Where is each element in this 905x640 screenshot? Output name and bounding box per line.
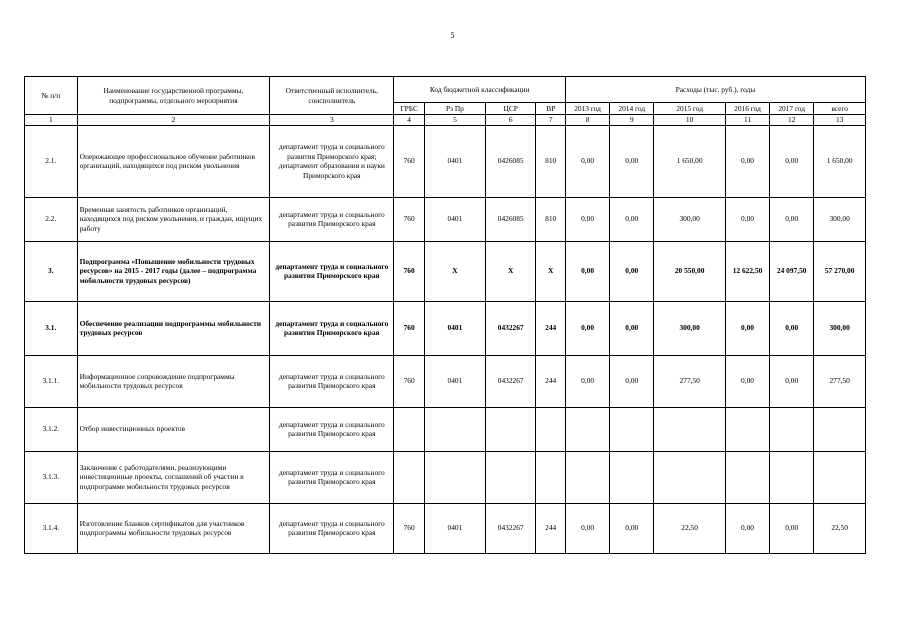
cell-y2016: 0,00 bbox=[725, 503, 769, 553]
cell-csr: Х bbox=[485, 241, 536, 301]
col-num-10: 10 bbox=[654, 115, 726, 126]
cell-y2014: 0,00 bbox=[610, 503, 654, 553]
col-num-11: 11 bbox=[725, 115, 769, 126]
cell-grbs: 760 bbox=[394, 241, 425, 301]
table-row bbox=[25, 301, 866, 355]
header-2014: 2014 год bbox=[610, 103, 654, 115]
cell-vr: 810 bbox=[536, 125, 566, 197]
header-csr: ЦСР bbox=[485, 103, 536, 115]
header-grbs: ГРБС bbox=[394, 103, 425, 115]
cell-num: 3.1.2. bbox=[25, 407, 78, 451]
cell-y2014: 0,00 bbox=[610, 355, 654, 407]
col-num-7: 7 bbox=[536, 115, 566, 126]
col-num-9: 9 bbox=[610, 115, 654, 126]
cell-grbs bbox=[394, 407, 425, 451]
cell-vr: 810 bbox=[536, 197, 566, 241]
cell-grbs: 760 bbox=[394, 125, 425, 197]
cell-grbs: 760 bbox=[394, 301, 425, 355]
cell-vr bbox=[536, 407, 566, 451]
header-2016: 2016 год bbox=[725, 103, 769, 115]
cell-y2014: 0,00 bbox=[610, 125, 654, 197]
header-vr: ВР bbox=[536, 103, 566, 115]
cell-num: 3.1.3. bbox=[25, 451, 78, 503]
header-rzpr: Рз Пр bbox=[424, 103, 485, 115]
table-row bbox=[25, 503, 866, 553]
cell-rzpr: 0401 bbox=[424, 197, 485, 241]
header-2017: 2017 год bbox=[770, 103, 814, 115]
header-row-top bbox=[25, 77, 866, 103]
cell-responsible: департамент труда и социального развития Приморского края bbox=[270, 407, 394, 451]
cell-name: Временная занятость работников организаций, находящихся под риском увольнения, и граждан, ищущих работу bbox=[77, 197, 270, 241]
cell-responsible: департамент труда и социального развития Приморского края bbox=[270, 241, 394, 301]
cell-vr: 244 bbox=[536, 355, 566, 407]
cell-y2013 bbox=[565, 407, 609, 451]
cell-y2017: 0,00 bbox=[770, 125, 814, 197]
table-row bbox=[25, 125, 866, 197]
cell-y2015: 300,00 bbox=[654, 197, 726, 241]
cell-responsible: департамент труда и социального развития Приморского края; департамент образования и науки Приморского края bbox=[270, 125, 394, 197]
cell-y2017: 0,00 bbox=[770, 355, 814, 407]
cell-y2013: 0,00 bbox=[565, 125, 609, 197]
cell-vr: 244 bbox=[536, 301, 566, 355]
col-num-8: 8 bbox=[565, 115, 609, 126]
cell-responsible: департамент труда и социального развития Приморского края bbox=[270, 355, 394, 407]
cell-name: Подпрограмма «Повышение мобильности трудовых ресурсов» на 2015 - 2017 годы (далее – подпрограмма мобильности трудовых ресурсов) bbox=[77, 241, 270, 301]
cell-num: 3. bbox=[25, 241, 78, 301]
column-number-row bbox=[25, 115, 866, 126]
table-row bbox=[25, 451, 866, 503]
cell-name: Опережающее профессиональное обучение работников организаций, находящихся под риском увольнения bbox=[77, 125, 270, 197]
cell-y2017: 0,00 bbox=[770, 197, 814, 241]
cell-name: Изготовление бланков сертификатов для участников подпрограммы мобильности трудовых ресурсов bbox=[77, 503, 270, 553]
cell-y2014 bbox=[610, 451, 654, 503]
cell-y2016 bbox=[725, 451, 769, 503]
cell-grbs: 760 bbox=[394, 503, 425, 553]
cell-grbs bbox=[394, 451, 425, 503]
cell-y2013: 0,00 bbox=[565, 503, 609, 553]
cell-num: 3.1. bbox=[25, 301, 78, 355]
cell-responsible: департамент труда и социального развития Приморского края bbox=[270, 451, 394, 503]
cell-y2014: 0,00 bbox=[610, 197, 654, 241]
cell-name: Заключение с работодателями, реализующими инвестиционные проекты, соглашений об участии в подпрограмме мобильности трудовых ресурсов bbox=[77, 451, 270, 503]
header-num: № п/п bbox=[25, 77, 78, 115]
cell-csr: 0432267 bbox=[485, 355, 536, 407]
col-num-12: 12 bbox=[770, 115, 814, 126]
cell-y2013: 0,00 bbox=[565, 197, 609, 241]
table-row bbox=[25, 197, 866, 241]
cell-num: 2.1. bbox=[25, 125, 78, 197]
cell-csr: 0432267 bbox=[485, 301, 536, 355]
cell-total: 22,50 bbox=[814, 503, 866, 553]
page-number: 5 bbox=[450, 31, 455, 40]
cell-vr: 244 bbox=[536, 503, 566, 553]
cell-rzpr bbox=[424, 451, 485, 503]
cell-total bbox=[814, 407, 866, 451]
cell-y2015: 277,50 bbox=[654, 355, 726, 407]
cell-y2015: 300,00 bbox=[654, 301, 726, 355]
cell-grbs: 760 bbox=[394, 355, 425, 407]
cell-y2016: 0,00 bbox=[725, 197, 769, 241]
cell-csr: 0426085 bbox=[485, 197, 536, 241]
cell-y2016: 0,00 bbox=[725, 355, 769, 407]
header-responsible: Ответственный исполнитель, соисполнитель bbox=[270, 77, 394, 115]
cell-csr bbox=[485, 451, 536, 503]
cell-rzpr: 0401 bbox=[424, 301, 485, 355]
cell-responsible: департамент труда и социального развития Приморского края bbox=[270, 301, 394, 355]
budget-table bbox=[24, 76, 866, 554]
cell-responsible: департамент труда и социального развития Приморского края bbox=[270, 197, 394, 241]
header-expenses: Расходы (тыс. руб.), годы bbox=[565, 77, 865, 103]
cell-rzpr: 0401 bbox=[424, 503, 485, 553]
header-total: всего bbox=[814, 103, 866, 115]
cell-rzpr: 0401 bbox=[424, 125, 485, 197]
cell-y2017 bbox=[770, 407, 814, 451]
cell-grbs: 760 bbox=[394, 197, 425, 241]
col-num-1: 1 bbox=[25, 115, 78, 126]
cell-y2014: 0,00 bbox=[610, 301, 654, 355]
cell-total: 277,50 bbox=[814, 355, 866, 407]
cell-total bbox=[814, 451, 866, 503]
cell-y2015 bbox=[654, 451, 726, 503]
cell-total: 300,00 bbox=[814, 197, 866, 241]
header-2013: 2013 год bbox=[565, 103, 609, 115]
col-num-3: 3 bbox=[270, 115, 394, 126]
cell-y2013: 0,00 bbox=[565, 301, 609, 355]
col-num-13: 13 bbox=[814, 115, 866, 126]
cell-csr: 0426085 bbox=[485, 125, 536, 197]
cell-y2014 bbox=[610, 407, 654, 451]
cell-total: 1 650,00 bbox=[814, 125, 866, 197]
cell-y2017: 0,00 bbox=[770, 301, 814, 355]
table-row bbox=[25, 407, 866, 451]
cell-y2015: 20 550,00 bbox=[654, 241, 726, 301]
cell-y2017: 0,00 bbox=[770, 503, 814, 553]
cell-y2013: 0,00 bbox=[565, 241, 609, 301]
cell-y2016: 12 622,50 bbox=[725, 241, 769, 301]
cell-y2016: 0,00 bbox=[725, 125, 769, 197]
header-2015: 2015 год bbox=[654, 103, 726, 115]
cell-responsible: департамент труда и социального развития Приморского края bbox=[270, 503, 394, 553]
cell-y2016 bbox=[725, 407, 769, 451]
cell-y2015: 1 650,00 bbox=[654, 125, 726, 197]
header-name: Наименование государственной программы, подпрограммы, отдельного мероприятия bbox=[77, 77, 270, 115]
cell-y2017 bbox=[770, 451, 814, 503]
cell-csr bbox=[485, 407, 536, 451]
cell-csr: 0432267 bbox=[485, 503, 536, 553]
col-num-5: 5 bbox=[424, 115, 485, 126]
cell-y2013 bbox=[565, 451, 609, 503]
cell-y2016: 0,00 bbox=[725, 301, 769, 355]
cell-total: 57 270,00 bbox=[814, 241, 866, 301]
cell-y2014: 0,00 bbox=[610, 241, 654, 301]
cell-rzpr: Х bbox=[424, 241, 485, 301]
cell-y2017: 24 097,50 bbox=[770, 241, 814, 301]
cell-num: 2.2. bbox=[25, 197, 78, 241]
cell-y2015: 22,50 bbox=[654, 503, 726, 553]
cell-name: Отбор инвестиционных проектов bbox=[77, 407, 270, 451]
cell-rzpr bbox=[424, 407, 485, 451]
col-num-4: 4 bbox=[394, 115, 425, 126]
cell-name: Обеспечение реализации подпрограммы мобильности трудовых ресурсов bbox=[77, 301, 270, 355]
cell-vr bbox=[536, 451, 566, 503]
table-row bbox=[25, 355, 866, 407]
col-num-2: 2 bbox=[77, 115, 270, 126]
cell-rzpr: 0401 bbox=[424, 355, 485, 407]
cell-vr: Х bbox=[536, 241, 566, 301]
cell-y2013: 0,00 bbox=[565, 355, 609, 407]
table-row bbox=[25, 241, 866, 301]
cell-num: 3.1.4. bbox=[25, 503, 78, 553]
cell-y2015 bbox=[654, 407, 726, 451]
header-budget-code: Код бюджетной классификации bbox=[394, 77, 566, 103]
col-num-6: 6 bbox=[485, 115, 536, 126]
cell-num: 3.1.1. bbox=[25, 355, 78, 407]
cell-total: 300,00 bbox=[814, 301, 866, 355]
cell-name: Информационное сопровождение подпрограммы мобильности трудовых ресурсов bbox=[77, 355, 270, 407]
